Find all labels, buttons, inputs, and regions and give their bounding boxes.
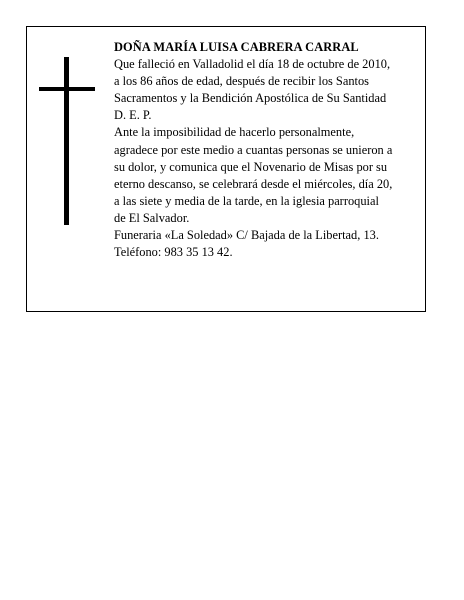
cross-icon xyxy=(39,57,95,225)
thanks-and-mass-announcement: Ante la imposibilidad de hacerlo personalmente, agradece por este medio a cuantas personas se unieron a su dolor, y comunica que el Novenario de Misas por su eterno descanso, se celebrará desde el miércoles, día 20, a las siete y media de la tarde, en la iglesia parroquial de El Salvador. xyxy=(114,125,393,225)
funeral-home-address: Funeraria «La Soledad» C/ Bajada de la Libertad, 13. xyxy=(114,228,379,243)
phone-number: Teléfono: 983 35 13 42. xyxy=(114,245,233,260)
cross-horizontal-bar xyxy=(39,87,95,91)
cross-vertical-bar xyxy=(64,57,69,225)
obituary-text xyxy=(114,39,422,261)
deceased-name: DOÑA MARÍA LUISA CABRERA CARRAL xyxy=(114,40,359,54)
rip-abbreviation: D. E. P. xyxy=(114,108,152,123)
death-details: Que falleció en Valladolid el día 18 de octubre de 2010, a los 86 años de edad, después de recibir los Santos Sacramentos y la Bendición Apostólica de Su Santidad xyxy=(114,57,391,106)
obituary-notice xyxy=(26,26,426,312)
